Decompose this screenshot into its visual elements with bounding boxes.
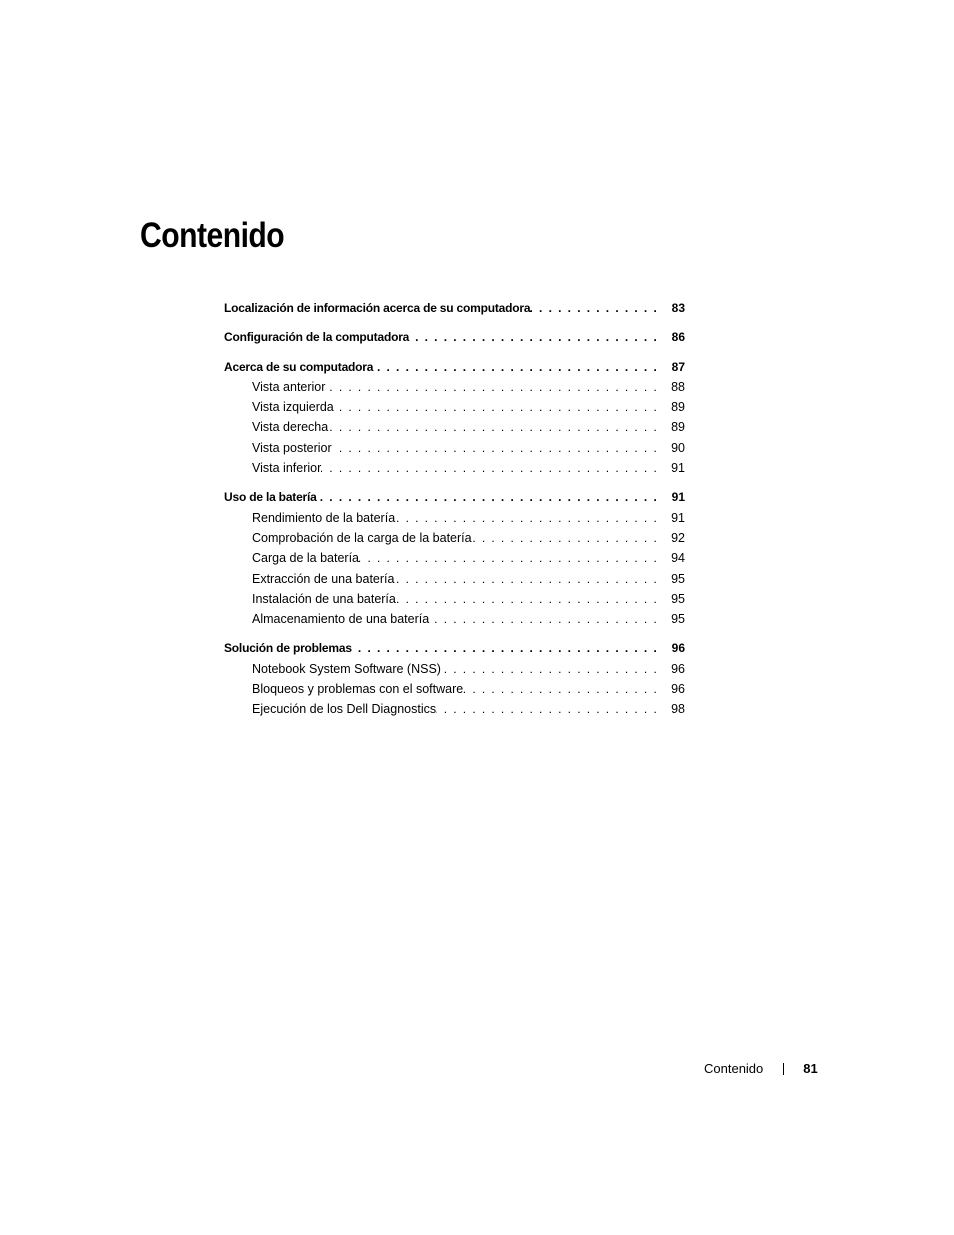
toc-entry-heading[interactable] xyxy=(224,490,685,510)
dot-leader xyxy=(436,702,663,716)
toc-entry-title: Vista anterior xyxy=(252,379,326,394)
toc-entry-page-number: 96 xyxy=(671,682,685,697)
toc-entry-subitem[interactable] xyxy=(224,662,685,682)
footer-page-number: 81 xyxy=(803,1061,818,1076)
dot-leader xyxy=(325,380,663,394)
toc-entry-heading[interactable] xyxy=(224,301,685,321)
dot-leader xyxy=(395,511,663,525)
dot-leader xyxy=(463,682,663,696)
toc-entry-subitem[interactable] xyxy=(224,702,685,722)
toc-entry-page-number: 95 xyxy=(671,591,685,606)
toc-entry-title: Localización de información acerca de su computadora xyxy=(224,301,531,315)
toc-section xyxy=(224,641,685,722)
table-of-contents xyxy=(224,301,685,732)
dot-leader xyxy=(530,301,663,315)
toc-entry-page-number: 95 xyxy=(671,571,685,586)
toc-entry-subitem[interactable] xyxy=(224,420,685,440)
toc-section xyxy=(224,490,685,632)
toc-entry-page-number: 96 xyxy=(671,661,685,676)
dot-leader xyxy=(373,360,663,374)
toc-entry-title: Configuración de la computadora xyxy=(224,330,410,345)
dot-leader xyxy=(429,612,663,626)
footer-label: Contenido xyxy=(704,1061,764,1076)
dot-leader xyxy=(394,572,663,586)
toc-entry-title: Comprobación de la carga de la batería xyxy=(252,530,472,545)
toc-entry-page-number: 94 xyxy=(671,551,685,566)
dot-leader xyxy=(472,531,663,545)
toc-entry-title: Bloqueos y problemas con el software xyxy=(252,682,464,697)
toc-entry-page-number: 91 xyxy=(671,461,685,476)
toc-entry-subitem[interactable] xyxy=(224,592,685,612)
dot-leader xyxy=(409,330,663,344)
page-footer xyxy=(704,1061,818,1076)
toc-entry-title: Solución de problemas xyxy=(224,641,352,656)
toc-entry-subitem[interactable] xyxy=(224,551,685,571)
dot-leader xyxy=(359,551,663,565)
dot-leader xyxy=(396,592,663,606)
toc-entry-subitem[interactable] xyxy=(224,531,685,551)
toc-entry-title: Ejecución de los Dell Diagnostics xyxy=(252,702,437,717)
toc-entry-subitem[interactable] xyxy=(224,511,685,531)
toc-entry-subitem[interactable] xyxy=(224,572,685,592)
toc-entry-title: Vista inferior xyxy=(252,461,322,476)
toc-entry-title: Acerca de su computadora xyxy=(224,359,374,374)
toc-section xyxy=(224,360,685,482)
toc-entry-heading[interactable] xyxy=(224,330,685,350)
dot-leader xyxy=(321,461,663,475)
toc-entry-title: Vista posterior xyxy=(252,440,332,455)
dot-leader xyxy=(441,662,663,676)
toc-entry-title: Extracción de una batería xyxy=(252,571,395,586)
toc-entry-subitem[interactable] xyxy=(224,612,685,632)
toc-entry-title: Uso de la batería xyxy=(224,490,317,505)
toc-entry-page-number: 91 xyxy=(671,490,685,505)
toc-entry-title: Carga de la batería xyxy=(252,551,360,566)
toc-entry-title: Notebook System Software (NSS) xyxy=(252,661,441,676)
toc-entry-page-number: 91 xyxy=(671,510,685,525)
toc-entry-page-number: 87 xyxy=(671,359,685,374)
toc-entry-page-number: 88 xyxy=(671,379,685,394)
toc-entry-page-number: 89 xyxy=(671,420,685,435)
page-title: Contenido xyxy=(140,216,285,255)
toc-entry-page-number: 95 xyxy=(671,612,685,627)
toc-entry-heading[interactable] xyxy=(224,360,685,380)
toc-entry-page-number: 83 xyxy=(671,301,685,315)
toc-entry-page-number: 98 xyxy=(671,702,685,717)
toc-entry-title: Vista derecha xyxy=(252,420,329,435)
dot-leader xyxy=(317,490,663,504)
dot-leader xyxy=(352,641,663,655)
toc-entry-page-number: 96 xyxy=(671,641,685,656)
toc-entry-subitem[interactable] xyxy=(224,400,685,420)
toc-entry-subitem[interactable] xyxy=(224,682,685,702)
toc-entry-page-number: 89 xyxy=(671,400,685,415)
toc-entry-title: Almacenamiento de una batería xyxy=(252,612,430,627)
dot-leader xyxy=(334,400,663,414)
toc-section xyxy=(224,330,685,350)
toc-entry-subitem[interactable] xyxy=(224,380,685,400)
toc-entry-heading[interactable] xyxy=(224,641,685,661)
toc-entry-title: Instalación de una batería xyxy=(252,591,396,606)
toc-entry-title: Vista izquierda xyxy=(252,400,334,415)
dot-leader xyxy=(332,441,663,455)
footer-divider xyxy=(783,1063,784,1075)
toc-entry-page-number: 86 xyxy=(671,330,685,345)
toc-entry-page-number: 92 xyxy=(671,530,685,545)
toc-entry-subitem[interactable] xyxy=(224,461,685,481)
toc-section xyxy=(224,301,685,321)
toc-entry-title: Rendimiento de la batería xyxy=(252,510,396,525)
toc-entry-page-number: 90 xyxy=(671,440,685,455)
dot-leader xyxy=(328,420,663,434)
toc-entry-subitem[interactable] xyxy=(224,441,685,461)
